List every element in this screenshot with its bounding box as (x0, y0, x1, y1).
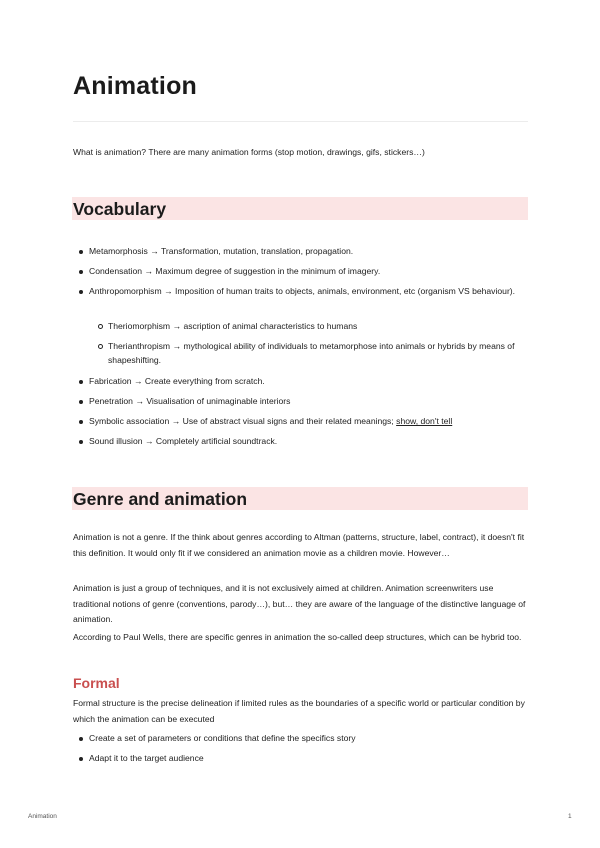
list-item-text: Symbolic association → Use of abstract visual signs and their related meanings; (89, 416, 397, 426)
bullet-icon (79, 270, 83, 274)
bullet-icon (79, 400, 83, 404)
list-item: Therianthropism → mythological ability of individuals to metamorphose into animals or hybrids by means of shapeshifting. (108, 341, 515, 365)
paragraph: Animation is not a genre. If the think about genres according to Altman (patterns, structure, label, contract), it doesn't fit this definition. It would only fit if we considered an animation movie as a children movie. However… (73, 532, 525, 558)
list-item: Metamorphosis → Transformation, mutation, translation, propagation. (89, 246, 354, 256)
bullet-icon (79, 250, 83, 254)
bullet-icon (79, 440, 83, 444)
list-item: Create a set of parameters or conditions that define the specifics story (89, 733, 356, 743)
bullet-icon (98, 324, 103, 329)
list-item: Anthropomorphism → Imposition of human traits to objects, animals, environment, etc (organism VS behaviour). (89, 286, 516, 296)
genre-heading (72, 487, 528, 510)
list-item: Penetration → Visualisation of unimaginable interiors (89, 396, 291, 406)
paragraph: According to Paul Wells, there are specific genres in animation the so-called deep structures, which can be hybrid too. (73, 632, 522, 642)
list-item: Sound illusion → Completely artificial soundtrack. (89, 436, 278, 446)
formal-paragraph: Formal structure is the precise delineation if limited rules as the boundaries of a specific world or particular condition by which the animation can be executed (73, 698, 525, 724)
bullet-icon (79, 290, 83, 294)
vocabulary-heading-text: Vocabulary (73, 199, 167, 219)
vocabulary-heading (72, 197, 528, 220)
genre-heading-text: Genre and animation (73, 489, 248, 509)
page-title: Animation (73, 72, 198, 100)
bullet-icon (79, 420, 83, 424)
list-item (89, 414, 529, 428)
show-dont-tell-link[interactable]: show, don't tell (396, 416, 453, 426)
title-divider (73, 121, 528, 122)
footer-title: Animation (28, 813, 57, 820)
formal-heading: Formal (73, 675, 120, 691)
bullet-icon (79, 380, 83, 384)
list-item: Adapt it to the target audience (89, 753, 204, 763)
bullet-icon (98, 344, 103, 349)
paragraph: Animation is just a group of techniques, and it is not exclusively aimed at children. Animation screenwriters use traditional notions of genre (conventions, parody…), but… they are aware of the language of the distinctive language of animation. (73, 583, 526, 624)
list-item: Condensation → Maximum degree of suggestion in the minimum of imagery. (89, 266, 381, 276)
bullet-icon (79, 737, 83, 741)
intro-text: What is animation? There are many animation forms (stop motion, drawings, gifs, stickers…) (73, 147, 425, 157)
list-item: Theriomorphism → ascription of animal characteristics to humans (108, 321, 358, 331)
page-number: 1 (568, 813, 572, 820)
list-item: Fabrication → Create everything from scratch. (89, 376, 265, 386)
bullet-icon (79, 757, 83, 761)
